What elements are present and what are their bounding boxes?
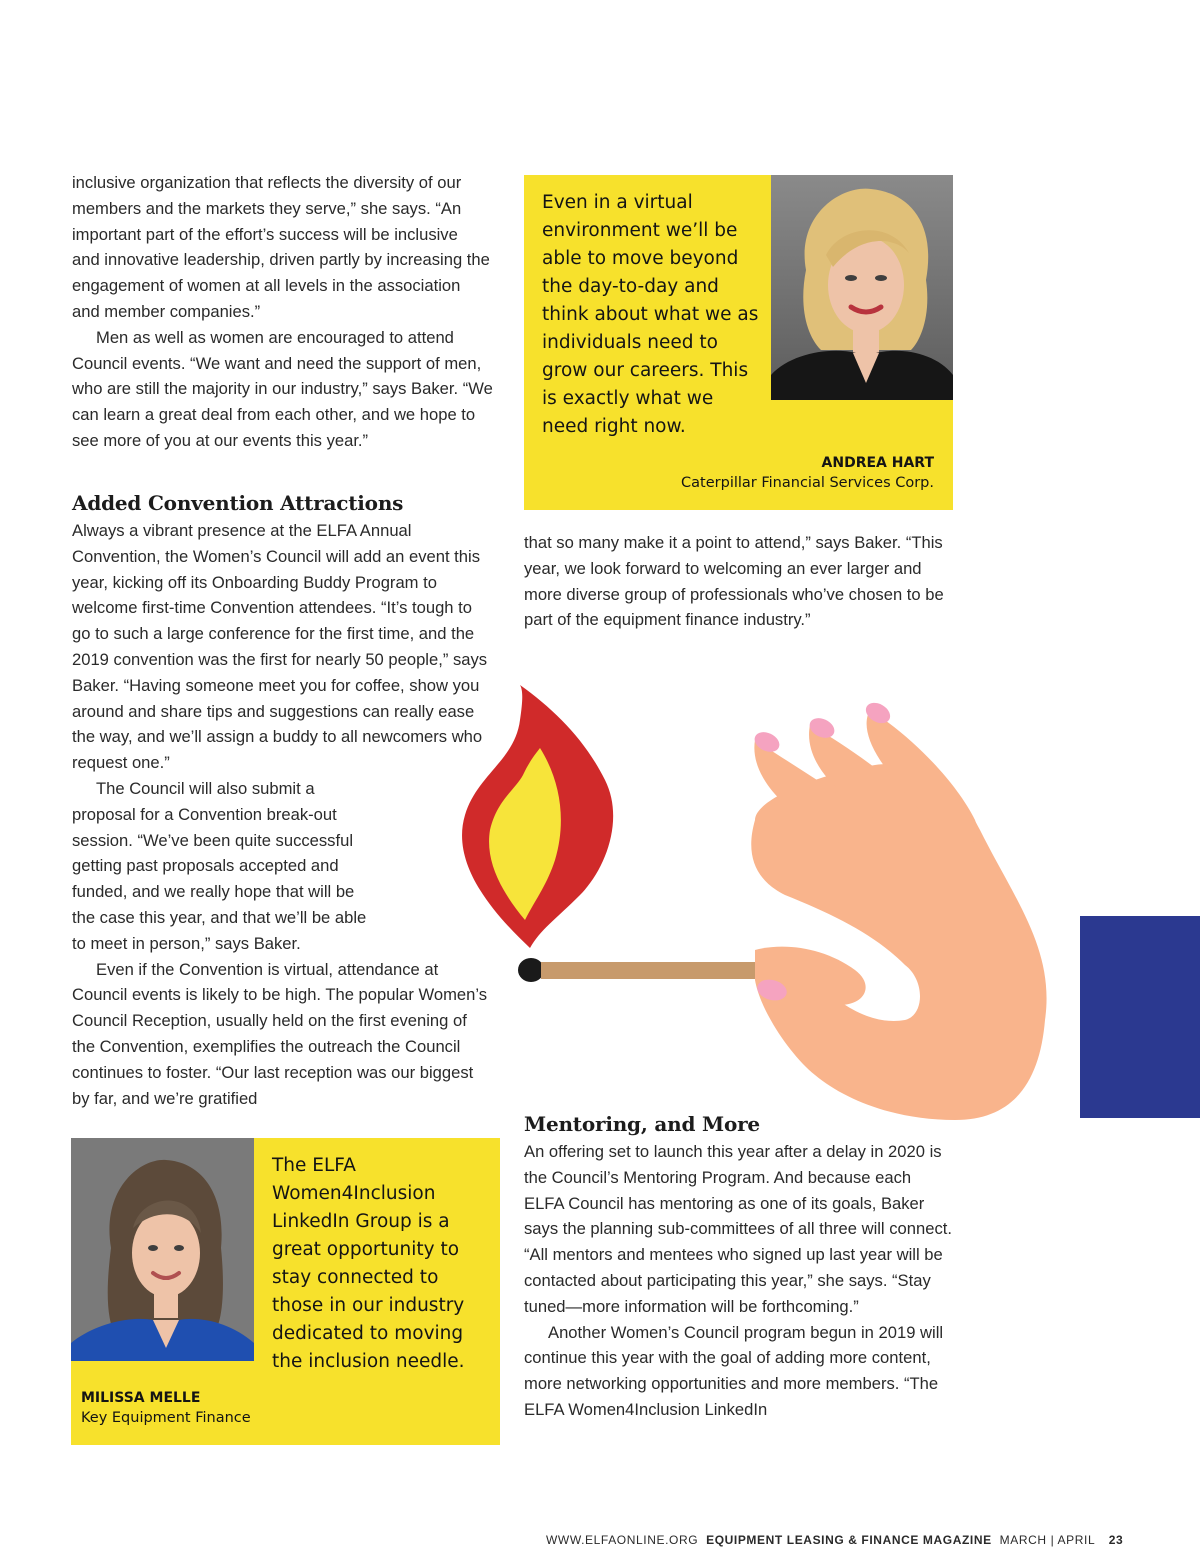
page-number: 23 <box>1108 1533 1124 1547</box>
section-paragraph: Another Women’s Council program begun in 2019 will continue this year with the goal of adding more content, more networking opportunities and more members. “The ELFA Women4Inclusion LinkedIn <box>524 1322 944 1419</box>
section-paragraph: The Council will also submit a proposal for a Convention break-out session. “We’ve been quite successful getting past proposals accepted and funded, and we really hope that will be the case this year, and that we’ll be able to meet in person,” says Baker. <box>72 778 367 953</box>
quote-attribution-org: Caterpillar Financial Services Corp. <box>681 475 934 491</box>
portrait-illustration <box>71 1138 254 1361</box>
portrait-andrea-hart <box>771 175 953 400</box>
quote-attribution-name: ANDREA HART <box>821 455 934 471</box>
hand-holding-match-illustration <box>455 680 1055 1140</box>
footer-url: WWW.ELFAONLINE.ORG <box>546 1533 699 1547</box>
right-section-text <box>524 1139 954 1423</box>
footer-issue: MARCH | APRIL <box>999 1533 1095 1547</box>
side-tab <box>1080 916 1200 1118</box>
heading-added-convention-attractions: Added Convention Attractions <box>72 491 404 515</box>
pull-quote-hart <box>524 175 953 510</box>
section-paragraph: Even if the Convention is virtual, attendance at Council events is likely to be high. The popular Women’s Council Reception, usually held on the first evening of the Convention, exemplifies the outreach the Council continues to foster. “Our last reception was our biggest by far, and we’re gratified <box>72 959 488 1108</box>
continuation-paragraph: that so many make it a point to attend,” says Baker. “This year, we look forward to welcoming an ever larger and more diverse group of professionals who’ve chosen to be part of the equipment finance industry.” <box>524 533 944 630</box>
pull-quote-melle <box>71 1138 500 1445</box>
portrait-illustration <box>771 175 953 400</box>
section-paragraph: Always a vibrant presence at the ELFA Annual Convention, the Women’s Council will add an event this year, kicking off its Onboarding Buddy Program to welcome first-time Convention attendees. “It’s tough to go to such a large conference for the first time, and the 2019 convention was the first for nearly 50 people,” says Baker. “Having someone meet you for coffee, show you around and share tips and suggestions can really ease the way, and we’ll assign a buddy to all newcomers who request one.” <box>72 521 488 773</box>
pull-quote-text: Even in a virtual environment we’ll be able to move beyond the day-to-day and think about what we as individuals need to grow our careers. This is exactly what we need right now. <box>542 192 759 437</box>
left-section-text <box>72 518 492 1111</box>
section-paragraph: An offering set to launch this year after a delay in 2020 is the Council’s Mentoring Program. And because each ELFA Council has mentoring as one of its goals, Baker says the planning sub-committees of all three will connect. “All mentors and mentees who signed up last year will be contacted about participating this year,” she says. “Stay tuned—more information will be forthcoming.” <box>524 1142 952 1316</box>
footer-magazine-title: EQUIPMENT LEASING & FINANCE MAGAZINE <box>706 1533 992 1547</box>
quote-attribution-name: MILISSA MELLE <box>81 1390 201 1406</box>
right-continuation-text <box>524 530 954 633</box>
portrait-milissa-melle <box>71 1138 254 1361</box>
quote-attribution-org: Key Equipment Finance <box>81 1410 251 1426</box>
left-intro-text <box>72 170 502 454</box>
heading-mentoring-and-more: Mentoring, and More <box>524 1112 760 1136</box>
intro-paragraph: inclusive organization that reflects the diversity of our members and the markets they serve,” she says. “An important part of the effort’s success will be inclusive and innovative leadership, driven partly by increasing the engagement of women at all levels in the association and member companies.” <box>72 173 490 321</box>
pull-quote-text: The ELFA Women4Inclusion LinkedIn Group is a great opportunity to stay connected to those in our industry dedicated to moving the inclusion needle. <box>272 1155 465 1372</box>
intro-paragraph: Men as well as women are encouraged to attend Council events. “We want and need the support of men, who are still the majority in our industry,” says Baker. “We can learn a great deal from each other, and we hope to see more of you at our events this year.” <box>72 327 493 450</box>
page-footer <box>546 1533 1123 1547</box>
